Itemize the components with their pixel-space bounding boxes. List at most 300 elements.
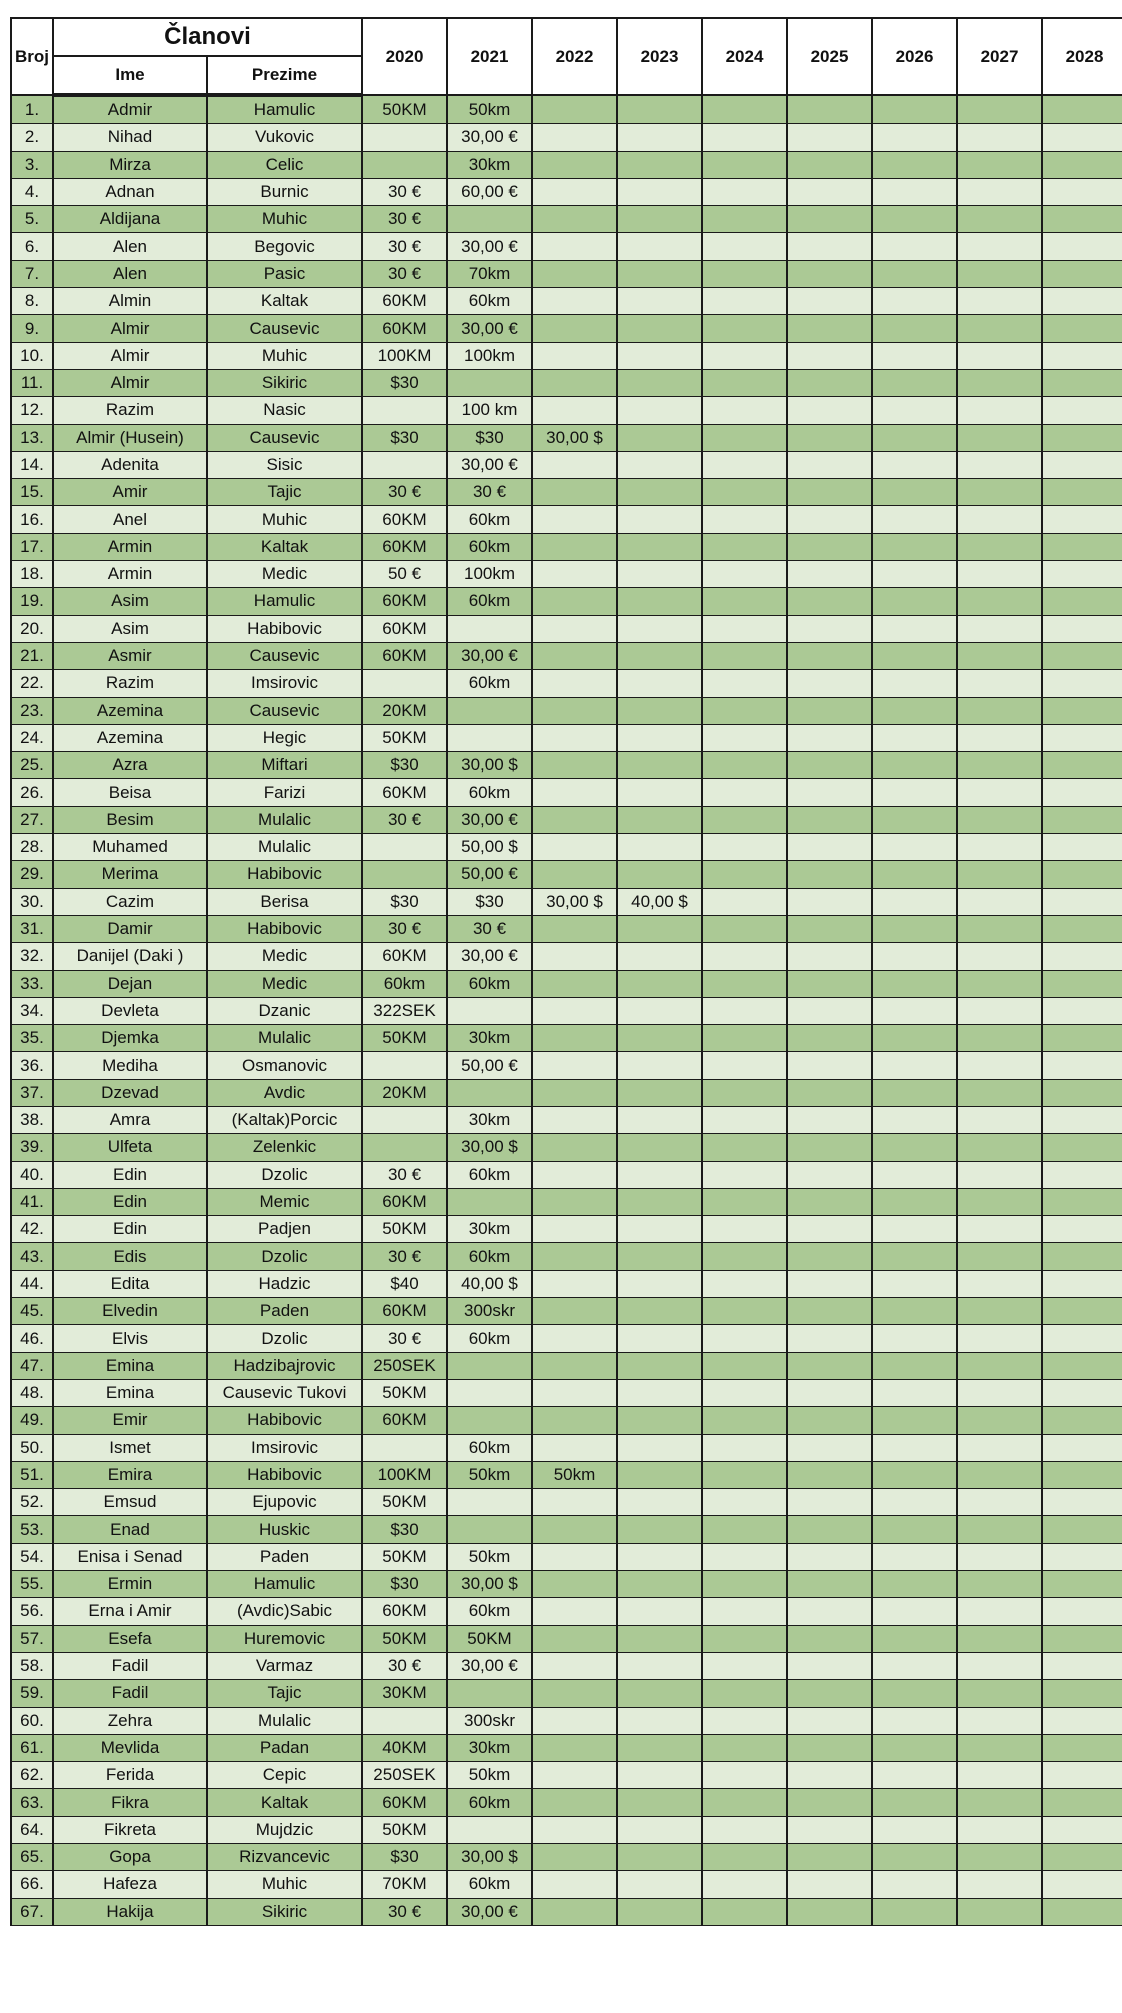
cell-2022[interactable] xyxy=(532,1216,617,1243)
cell-2022[interactable] xyxy=(532,1407,617,1434)
cell-2026[interactable] xyxy=(872,1734,957,1761)
cell-2020[interactable]: 50KM xyxy=(362,1816,447,1843)
cell-2026[interactable] xyxy=(872,752,957,779)
cell-2026[interactable] xyxy=(872,206,957,233)
cell-2026[interactable] xyxy=(872,1680,957,1707)
cell-2024[interactable] xyxy=(702,342,787,369)
cell-ime[interactable]: Fadil xyxy=(53,1652,207,1679)
cell-2023[interactable] xyxy=(617,1325,702,1352)
cell-prezime[interactable]: Hadzibajrovic xyxy=(207,1352,362,1379)
cell-2026[interactable] xyxy=(872,1106,957,1133)
cell-2022[interactable] xyxy=(532,1625,617,1652)
cell-ime[interactable]: Armin xyxy=(53,561,207,588)
cell-2024[interactable] xyxy=(702,1816,787,1843)
cell-2020[interactable] xyxy=(362,451,447,478)
cell-2021[interactable]: 50km xyxy=(447,95,532,124)
cell-2022[interactable] xyxy=(532,1243,617,1270)
cell-2020[interactable] xyxy=(362,1052,447,1079)
cell-2024[interactable] xyxy=(702,1707,787,1734)
cell-2020[interactable]: 322SEK xyxy=(362,997,447,1024)
cell-prezime[interactable]: Hamulic xyxy=(207,588,362,615)
cell-2025[interactable] xyxy=(787,1052,872,1079)
cell-2027[interactable] xyxy=(957,1161,1042,1188)
cell-2025[interactable] xyxy=(787,151,872,178)
cell-ime[interactable]: Emira xyxy=(53,1461,207,1488)
cell-2022[interactable] xyxy=(532,1434,617,1461)
cell-ime[interactable]: Fikra xyxy=(53,1789,207,1816)
cell-2027[interactable] xyxy=(957,1571,1042,1598)
cell-2027[interactable] xyxy=(957,1352,1042,1379)
cell-broj[interactable]: 25. xyxy=(11,752,53,779)
cell-2024[interactable] xyxy=(702,806,787,833)
cell-2024[interactable] xyxy=(702,1434,787,1461)
cell-2020[interactable]: 50KM xyxy=(362,95,447,124)
cell-ime[interactable]: Hafeza xyxy=(53,1871,207,1898)
cell-broj[interactable]: 67. xyxy=(11,1898,53,1925)
cell-2020[interactable] xyxy=(362,670,447,697)
cell-2027[interactable] xyxy=(957,1379,1042,1406)
cell-2021[interactable]: 50km xyxy=(447,1762,532,1789)
cell-2024[interactable] xyxy=(702,1379,787,1406)
cell-2026[interactable] xyxy=(872,451,957,478)
cell-ime[interactable]: Alen xyxy=(53,260,207,287)
cell-prezime[interactable]: Causevic Tukovi xyxy=(207,1379,362,1406)
cell-broj[interactable]: 50. xyxy=(11,1434,53,1461)
cell-2020[interactable]: $30 xyxy=(362,1571,447,1598)
cell-2026[interactable] xyxy=(872,1789,957,1816)
cell-broj[interactable]: 1. xyxy=(11,95,53,124)
cell-2026[interactable] xyxy=(872,233,957,260)
cell-2028[interactable] xyxy=(1042,1379,1122,1406)
cell-2025[interactable] xyxy=(787,888,872,915)
cell-ime[interactable]: Alen xyxy=(53,233,207,260)
cell-2023[interactable] xyxy=(617,397,702,424)
cell-2023[interactable] xyxy=(617,588,702,615)
cell-2025[interactable] xyxy=(787,1789,872,1816)
cell-2027[interactable] xyxy=(957,506,1042,533)
cell-broj[interactable]: 15. xyxy=(11,479,53,506)
cell-2026[interactable] xyxy=(872,1025,957,1052)
cell-broj[interactable]: 46. xyxy=(11,1325,53,1352)
cell-2023[interactable] xyxy=(617,1298,702,1325)
cell-2027[interactable] xyxy=(957,997,1042,1024)
cell-2024[interactable] xyxy=(702,533,787,560)
cell-2021[interactable] xyxy=(447,1680,532,1707)
cell-2028[interactable] xyxy=(1042,588,1122,615)
cell-ime[interactable]: Ulfeta xyxy=(53,1134,207,1161)
cell-prezime[interactable]: Tajic xyxy=(207,1680,362,1707)
cell-prezime[interactable]: Celic xyxy=(207,151,362,178)
cell-2023[interactable] xyxy=(617,1898,702,1925)
cell-2022[interactable] xyxy=(532,588,617,615)
cell-2027[interactable] xyxy=(957,1762,1042,1789)
cell-2024[interactable] xyxy=(702,779,787,806)
cell-prezime[interactable]: Kaltak xyxy=(207,533,362,560)
cell-2025[interactable] xyxy=(787,206,872,233)
cell-broj[interactable]: 28. xyxy=(11,834,53,861)
cell-broj[interactable]: 63. xyxy=(11,1789,53,1816)
cell-prezime[interactable]: Varmaz xyxy=(207,1652,362,1679)
cell-2025[interactable] xyxy=(787,369,872,396)
cell-2023[interactable] xyxy=(617,315,702,342)
cell-ime[interactable]: Danijel (Daki ) xyxy=(53,943,207,970)
cell-2028[interactable] xyxy=(1042,1844,1122,1871)
cell-2026[interactable] xyxy=(872,888,957,915)
cell-2024[interactable] xyxy=(702,424,787,451)
cell-2028[interactable] xyxy=(1042,615,1122,642)
cell-2027[interactable] xyxy=(957,588,1042,615)
cell-2027[interactable] xyxy=(957,288,1042,315)
cell-2026[interactable] xyxy=(872,1898,957,1925)
cell-2025[interactable] xyxy=(787,1707,872,1734)
cell-2023[interactable] xyxy=(617,970,702,997)
cell-2027[interactable] xyxy=(957,1844,1042,1871)
cell-2020[interactable] xyxy=(362,834,447,861)
cell-2021[interactable]: 30km xyxy=(447,1734,532,1761)
cell-2020[interactable]: 60KM xyxy=(362,1188,447,1215)
cell-2021[interactable] xyxy=(447,1816,532,1843)
cell-2022[interactable] xyxy=(532,1898,617,1925)
cell-2023[interactable] xyxy=(617,1489,702,1516)
cell-2023[interactable] xyxy=(617,724,702,751)
cell-2024[interactable] xyxy=(702,95,787,124)
cell-2023[interactable] xyxy=(617,1161,702,1188)
cell-2022[interactable] xyxy=(532,479,617,506)
cell-prezime[interactable]: Habibovic xyxy=(207,915,362,942)
cell-2021[interactable]: 30km xyxy=(447,1106,532,1133)
cell-2025[interactable] xyxy=(787,943,872,970)
cell-2023[interactable] xyxy=(617,1543,702,1570)
cell-2026[interactable] xyxy=(872,1461,957,1488)
cell-2027[interactable] xyxy=(957,1270,1042,1297)
cell-2026[interactable] xyxy=(872,1489,957,1516)
cell-2023[interactable] xyxy=(617,1352,702,1379)
cell-ime[interactable]: Asim xyxy=(53,615,207,642)
cell-broj[interactable]: 20. xyxy=(11,615,53,642)
cell-prezime[interactable]: Miftari xyxy=(207,752,362,779)
cell-2025[interactable] xyxy=(787,506,872,533)
cell-2020[interactable]: $30 xyxy=(362,1516,447,1543)
cell-broj[interactable]: 24. xyxy=(11,724,53,751)
cell-broj[interactable]: 26. xyxy=(11,779,53,806)
cell-2026[interactable] xyxy=(872,506,957,533)
cell-broj[interactable]: 40. xyxy=(11,1161,53,1188)
cell-2025[interactable] xyxy=(787,479,872,506)
cell-ime[interactable]: Almir xyxy=(53,369,207,396)
cell-broj[interactable]: 55. xyxy=(11,1571,53,1598)
cell-2026[interactable] xyxy=(872,615,957,642)
cell-2025[interactable] xyxy=(787,697,872,724)
cell-2021[interactable]: 30,00 $ xyxy=(447,1134,532,1161)
cell-2027[interactable] xyxy=(957,1325,1042,1352)
cell-2024[interactable] xyxy=(702,1489,787,1516)
cell-2025[interactable] xyxy=(787,1270,872,1297)
cell-2026[interactable] xyxy=(872,642,957,669)
cell-2027[interactable] xyxy=(957,697,1042,724)
cell-2025[interactable] xyxy=(787,806,872,833)
cell-2027[interactable] xyxy=(957,724,1042,751)
cell-2025[interactable] xyxy=(787,779,872,806)
cell-broj[interactable]: 7. xyxy=(11,260,53,287)
cell-prezime[interactable]: (Kaltak)Porcic xyxy=(207,1106,362,1133)
cell-2022[interactable] xyxy=(532,615,617,642)
cell-prezime[interactable]: Berisa xyxy=(207,888,362,915)
cell-2024[interactable] xyxy=(702,943,787,970)
cell-2025[interactable] xyxy=(787,342,872,369)
cell-2027[interactable] xyxy=(957,1816,1042,1843)
cell-2023[interactable] xyxy=(617,615,702,642)
cell-ime[interactable]: Azemina xyxy=(53,697,207,724)
cell-2020[interactable]: 60KM xyxy=(362,779,447,806)
cell-2021[interactable]: 300skr xyxy=(447,1707,532,1734)
cell-2026[interactable] xyxy=(872,1844,957,1871)
cell-2027[interactable] xyxy=(957,369,1042,396)
cell-2028[interactable] xyxy=(1042,479,1122,506)
cell-2021[interactable]: 60km xyxy=(447,1598,532,1625)
cell-2020[interactable]: 30 € xyxy=(362,479,447,506)
cell-2027[interactable] xyxy=(957,1734,1042,1761)
cell-2021[interactable]: 30,00 € xyxy=(447,1652,532,1679)
cell-2021[interactable]: 100km xyxy=(447,561,532,588)
cell-2028[interactable] xyxy=(1042,397,1122,424)
cell-2023[interactable] xyxy=(617,178,702,205)
cell-2021[interactable]: 30,00 € xyxy=(447,806,532,833)
cell-2026[interactable] xyxy=(872,1379,957,1406)
cell-broj[interactable]: 42. xyxy=(11,1216,53,1243)
cell-prezime[interactable]: Farizi xyxy=(207,779,362,806)
cell-2028[interactable] xyxy=(1042,233,1122,260)
cell-prezime[interactable]: Ejupovic xyxy=(207,1489,362,1516)
cell-prezime[interactable]: Dzolic xyxy=(207,1161,362,1188)
cell-2020[interactable]: 100KM xyxy=(362,1461,447,1488)
cell-2024[interactable] xyxy=(702,151,787,178)
cell-2020[interactable]: 30KM xyxy=(362,1680,447,1707)
cell-2025[interactable] xyxy=(787,1543,872,1570)
cell-2027[interactable] xyxy=(957,1407,1042,1434)
cell-prezime[interactable]: Medic xyxy=(207,561,362,588)
cell-prezime[interactable]: Habibovic xyxy=(207,1461,362,1488)
cell-prezime[interactable]: Muhic xyxy=(207,1871,362,1898)
cell-broj[interactable]: 61. xyxy=(11,1734,53,1761)
cell-2022[interactable] xyxy=(532,670,617,697)
cell-broj[interactable]: 6. xyxy=(11,233,53,260)
cell-2026[interactable] xyxy=(872,1188,957,1215)
cell-2025[interactable] xyxy=(787,1216,872,1243)
cell-2027[interactable] xyxy=(957,1243,1042,1270)
cell-2026[interactable] xyxy=(872,151,957,178)
cell-2027[interactable] xyxy=(957,1216,1042,1243)
cell-2022[interactable] xyxy=(532,834,617,861)
cell-2028[interactable] xyxy=(1042,1680,1122,1707)
cell-prezime[interactable]: Dzolic xyxy=(207,1325,362,1352)
cell-2028[interactable] xyxy=(1042,178,1122,205)
cell-2024[interactable] xyxy=(702,970,787,997)
cell-2028[interactable] xyxy=(1042,260,1122,287)
cell-2024[interactable] xyxy=(702,206,787,233)
cell-2022[interactable] xyxy=(532,642,617,669)
cell-2026[interactable] xyxy=(872,424,957,451)
cell-2023[interactable] xyxy=(617,1571,702,1598)
cell-2022[interactable] xyxy=(532,561,617,588)
cell-2022[interactable] xyxy=(532,1789,617,1816)
cell-2021[interactable]: 30,00 € xyxy=(447,642,532,669)
cell-ime[interactable]: Mevlida xyxy=(53,1734,207,1761)
cell-2020[interactable]: 100KM xyxy=(362,342,447,369)
cell-2021[interactable]: 60km xyxy=(447,1789,532,1816)
cell-2028[interactable] xyxy=(1042,1052,1122,1079)
cell-2027[interactable] xyxy=(957,834,1042,861)
cell-2021[interactable]: 30 € xyxy=(447,479,532,506)
cell-ime[interactable]: Elvedin xyxy=(53,1298,207,1325)
cell-2023[interactable]: 40,00 $ xyxy=(617,888,702,915)
cell-2021[interactable]: 50KM xyxy=(447,1625,532,1652)
cell-2020[interactable] xyxy=(362,861,447,888)
cell-2022[interactable] xyxy=(532,1134,617,1161)
cell-2023[interactable] xyxy=(617,1844,702,1871)
cell-2020[interactable]: 30 € xyxy=(362,178,447,205)
cell-2022[interactable] xyxy=(532,1571,617,1598)
cell-2026[interactable] xyxy=(872,397,957,424)
cell-2025[interactable] xyxy=(787,1298,872,1325)
cell-2023[interactable] xyxy=(617,1407,702,1434)
cell-ime[interactable]: Adenita xyxy=(53,451,207,478)
cell-2025[interactable] xyxy=(787,642,872,669)
cell-prezime[interactable]: Imsirovic xyxy=(207,670,362,697)
cell-2024[interactable] xyxy=(702,1598,787,1625)
cell-2021[interactable]: 60km xyxy=(447,1871,532,1898)
cell-broj[interactable]: 58. xyxy=(11,1652,53,1679)
cell-2026[interactable] xyxy=(872,1216,957,1243)
cell-2024[interactable] xyxy=(702,1734,787,1761)
cell-ime[interactable]: Esefa xyxy=(53,1625,207,1652)
cell-2022[interactable] xyxy=(532,752,617,779)
cell-2022[interactable] xyxy=(532,806,617,833)
cell-broj[interactable]: 38. xyxy=(11,1106,53,1133)
cell-2023[interactable] xyxy=(617,1134,702,1161)
cell-2025[interactable] xyxy=(787,178,872,205)
cell-prezime[interactable]: Habibovic xyxy=(207,615,362,642)
cell-broj[interactable]: 4. xyxy=(11,178,53,205)
cell-2025[interactable] xyxy=(787,1161,872,1188)
cell-ime[interactable]: Dejan xyxy=(53,970,207,997)
cell-2020[interactable]: 50KM xyxy=(362,1216,447,1243)
cell-2020[interactable] xyxy=(362,124,447,151)
cell-2027[interactable] xyxy=(957,888,1042,915)
cell-ime[interactable]: Elvis xyxy=(53,1325,207,1352)
cell-broj[interactable]: 43. xyxy=(11,1243,53,1270)
cell-2026[interactable] xyxy=(872,1243,957,1270)
cell-2021[interactable]: 60km xyxy=(447,1434,532,1461)
cell-broj[interactable]: 27. xyxy=(11,806,53,833)
cell-2023[interactable] xyxy=(617,1243,702,1270)
cell-ime[interactable]: Almin xyxy=(53,288,207,315)
cell-2025[interactable] xyxy=(787,752,872,779)
cell-prezime[interactable]: Avdic xyxy=(207,1079,362,1106)
cell-broj[interactable]: 21. xyxy=(11,642,53,669)
cell-ime[interactable]: Edin xyxy=(53,1216,207,1243)
cell-2028[interactable] xyxy=(1042,888,1122,915)
cell-2027[interactable] xyxy=(957,533,1042,560)
cell-2023[interactable] xyxy=(617,342,702,369)
cell-prezime[interactable]: Begovic xyxy=(207,233,362,260)
cell-2027[interactable] xyxy=(957,670,1042,697)
cell-2028[interactable] xyxy=(1042,1489,1122,1516)
cell-2025[interactable] xyxy=(787,1434,872,1461)
cell-2023[interactable] xyxy=(617,1461,702,1488)
cell-broj[interactable]: 14. xyxy=(11,451,53,478)
cell-2027[interactable] xyxy=(957,806,1042,833)
cell-2020[interactable]: $30 xyxy=(362,752,447,779)
cell-2026[interactable] xyxy=(872,1762,957,1789)
cell-2023[interactable] xyxy=(617,1871,702,1898)
cell-ime[interactable]: Devleta xyxy=(53,997,207,1024)
cell-prezime[interactable]: Mulalic xyxy=(207,806,362,833)
cell-2026[interactable] xyxy=(872,95,957,124)
cell-2028[interactable] xyxy=(1042,206,1122,233)
cell-2021[interactable]: 70km xyxy=(447,260,532,287)
cell-2022[interactable] xyxy=(532,233,617,260)
cell-2023[interactable] xyxy=(617,506,702,533)
cell-2025[interactable] xyxy=(787,1489,872,1516)
cell-2024[interactable] xyxy=(702,1407,787,1434)
cell-2023[interactable] xyxy=(617,670,702,697)
cell-2026[interactable] xyxy=(872,588,957,615)
cell-2026[interactable] xyxy=(872,1598,957,1625)
cell-ime[interactable]: Mediha xyxy=(53,1052,207,1079)
cell-2025[interactable] xyxy=(787,1680,872,1707)
cell-2023[interactable] xyxy=(617,1052,702,1079)
cell-2022[interactable] xyxy=(532,506,617,533)
cell-2021[interactable]: 30,00 € xyxy=(447,315,532,342)
cell-broj[interactable]: 41. xyxy=(11,1188,53,1215)
cell-2020[interactable]: 60KM xyxy=(362,1407,447,1434)
cell-2022[interactable] xyxy=(532,206,617,233)
cell-2027[interactable] xyxy=(957,479,1042,506)
cell-2025[interactable] xyxy=(787,1844,872,1871)
cell-2027[interactable] xyxy=(957,206,1042,233)
cell-ime[interactable]: Erna i Amir xyxy=(53,1598,207,1625)
cell-ime[interactable]: Edis xyxy=(53,1243,207,1270)
cell-2020[interactable]: 60KM xyxy=(362,588,447,615)
cell-broj[interactable]: 19. xyxy=(11,588,53,615)
cell-2027[interactable] xyxy=(957,233,1042,260)
cell-prezime[interactable]: Huremovic xyxy=(207,1625,362,1652)
cell-2023[interactable] xyxy=(617,861,702,888)
cell-2026[interactable] xyxy=(872,1161,957,1188)
cell-2020[interactable]: 60KM xyxy=(362,615,447,642)
cell-2021[interactable]: 40,00 $ xyxy=(447,1270,532,1297)
cell-2025[interactable] xyxy=(787,1652,872,1679)
cell-2023[interactable] xyxy=(617,1734,702,1761)
cell-2026[interactable] xyxy=(872,915,957,942)
cell-2021[interactable]: 30,00 € xyxy=(447,233,532,260)
cell-2022[interactable] xyxy=(532,861,617,888)
cell-2024[interactable] xyxy=(702,834,787,861)
cell-prezime[interactable]: Mulalic xyxy=(207,1025,362,1052)
cell-2021[interactable]: 30,00 € xyxy=(447,943,532,970)
cell-2025[interactable] xyxy=(787,915,872,942)
cell-2024[interactable] xyxy=(702,615,787,642)
cell-2023[interactable] xyxy=(617,424,702,451)
cell-prezime[interactable]: Kaltak xyxy=(207,288,362,315)
cell-2020[interactable]: 30 € xyxy=(362,806,447,833)
cell-2027[interactable] xyxy=(957,178,1042,205)
cell-2027[interactable] xyxy=(957,1543,1042,1570)
cell-2025[interactable] xyxy=(787,451,872,478)
cell-2024[interactable] xyxy=(702,1762,787,1789)
cell-2026[interactable] xyxy=(872,1079,957,1106)
cell-2027[interactable] xyxy=(957,1680,1042,1707)
